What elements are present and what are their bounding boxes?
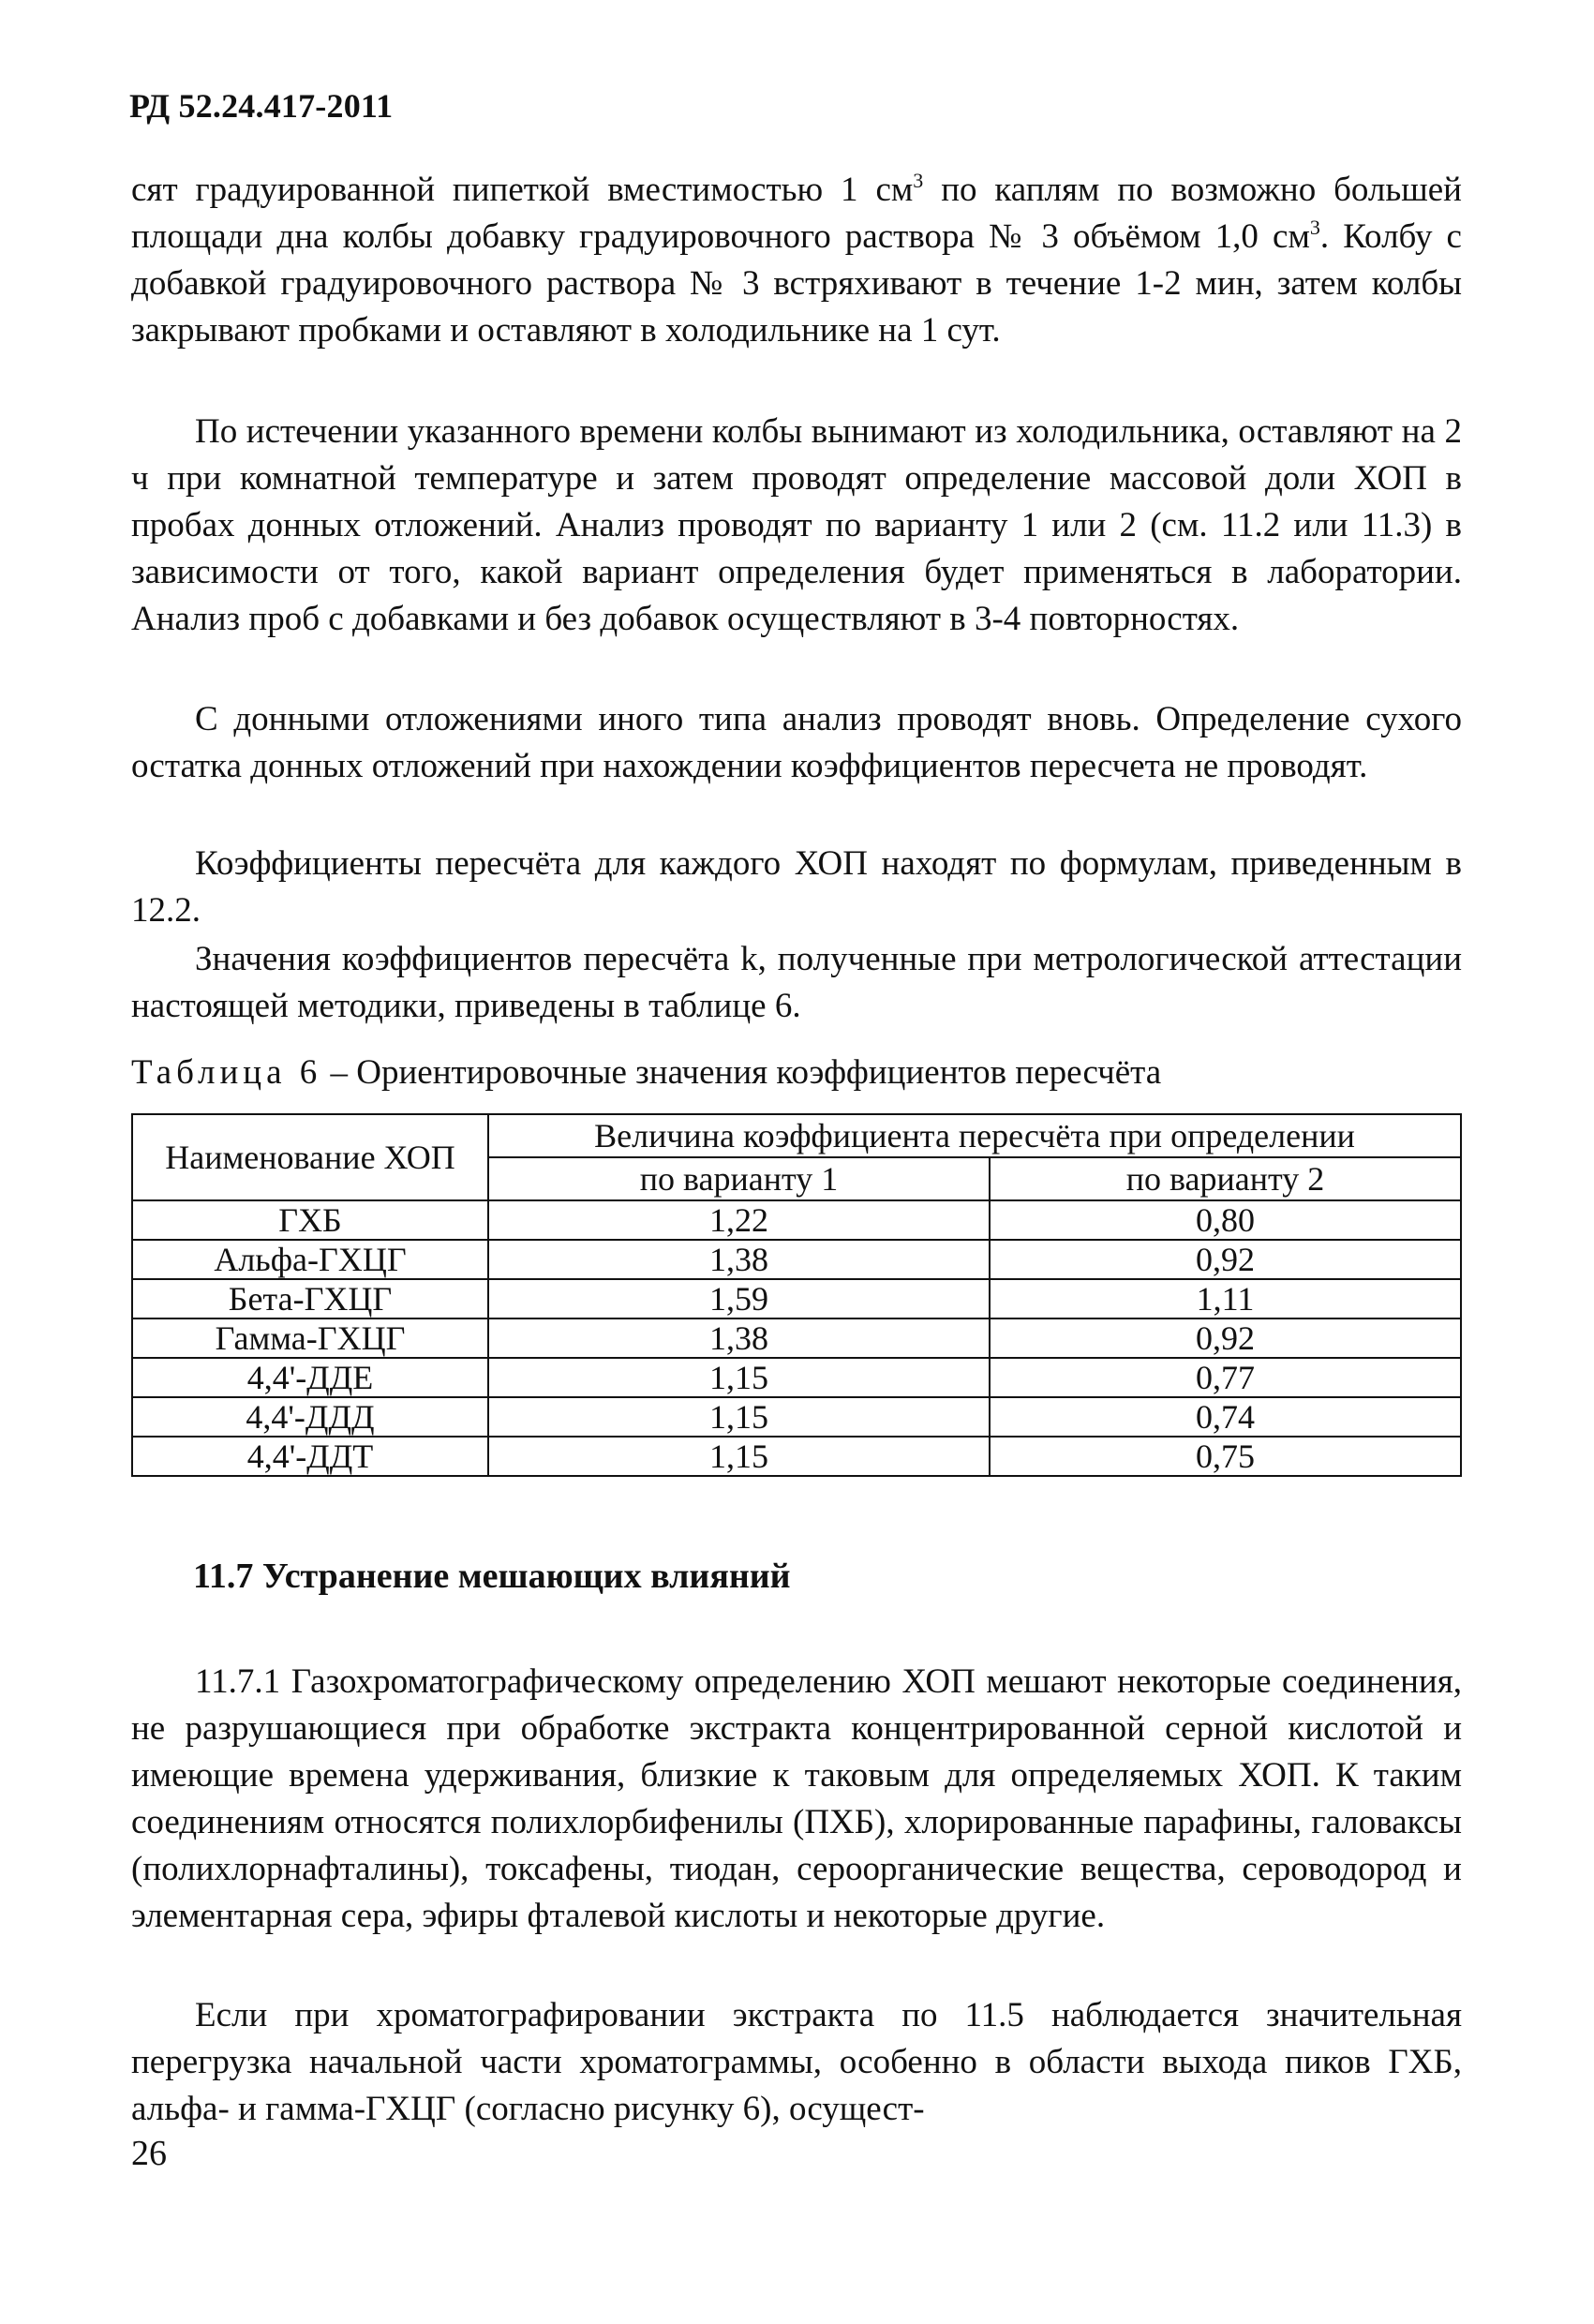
- cell-name: 4,4'-ДДТ: [132, 1437, 488, 1476]
- cell-variant-2: 0,92: [990, 1318, 1461, 1358]
- paragraph-overload: Если при хроматографировании экстракта по 11.5 наблюдается значительная перегрузка начальной части хроматограммы, особенно в области выхода пиков ГХБ, альфа- и гамма-ГХЦГ (согласно рисунку 6), осущест-: [131, 1996, 1462, 2128]
- paragraph-coefficients-formula: Коэффициенты пересчёта для каждого ХОП находят по формулам, приведенным в 12.2.: [131, 844, 1462, 930]
- cell-name: Альфа-ГХЦГ: [132, 1240, 488, 1279]
- table-row: [132, 1318, 1461, 1358]
- cell-name: Бета-ГХЦГ: [132, 1279, 488, 1318]
- paragraph-text: по каплям по возможно большей площади дна колбы добавку градуировочного раствора № 3 объёмом 1,0 см: [131, 171, 1462, 256]
- cell-name: ГХБ: [132, 1200, 488, 1240]
- cell-variant-1: 1,38: [488, 1318, 990, 1358]
- header-variant-1: по варианту 1: [488, 1157, 990, 1200]
- cell-variant-2: 0,74: [990, 1397, 1461, 1437]
- table-row: [132, 1397, 1461, 1437]
- table-caption: [131, 1050, 1161, 1096]
- cell-name: Гамма-ГХЦГ: [132, 1318, 488, 1358]
- header-name: Наименование ХОП: [132, 1114, 488, 1200]
- cell-variant-2: 0,75: [990, 1437, 1461, 1476]
- paragraph-text: сят градуированной пипеткой вместимостью 1 см: [131, 171, 914, 209]
- cell-name: 4,4'-ДДЕ: [132, 1358, 488, 1397]
- table-row: [132, 1437, 1461, 1476]
- cell-variant-1: 1,59: [488, 1279, 990, 1318]
- table-row: [132, 1358, 1461, 1397]
- paragraph-text: . Колбу с добавкой градуировочного раствора № 3 встряхивают в течение 1-2 мин, затем колбы закрывают пробками и оставляют в холодильнике на 1 сут.: [131, 217, 1462, 350]
- table-row: [132, 1200, 1461, 1240]
- cell-variant-1: 1,15: [488, 1437, 990, 1476]
- cell-variant-2: 0,77: [990, 1358, 1461, 1397]
- paragraph-continuation: [131, 167, 1462, 354]
- cell-variant-1: 1,38: [488, 1240, 990, 1279]
- page-number: 26: [131, 2134, 167, 2173]
- header-variant-2: по варианту 2: [990, 1157, 1461, 1200]
- table-row: [132, 1279, 1461, 1318]
- paragraph-other-sediments: С донными отложениями иного типа анализ проводят вновь. Определение сухого остатка донных отложений при нахождении коэффициентов пересчета не проводят.: [131, 700, 1462, 785]
- coefficients-table: [131, 1113, 1462, 1477]
- cell-variant-1: 1,15: [488, 1358, 990, 1397]
- cell-variant-1: 1,15: [488, 1397, 990, 1437]
- superscript: 3: [1309, 216, 1320, 239]
- paragraph-coefficients-values: Значения коэффициентов пересчёта k, полученные при метрологической аттестации настоящей методики, приведены в таблице 6.: [131, 940, 1462, 1025]
- paragraph-analysis: По истечении указанного времени колбы вынимают из холодильника, оставляют на 2 ч при комнатной температуре и затем проводят определение массовой доли ХОП в пробах донных отложений. Анализ проводят по варианту 1 или 2 (см. 11.2 или 11.3) в зависимости от того, какой вариант определения будет применяться в лаборатории. Анализ проб с добавками и без добавок осуществляют в 3-4 повторностях.: [131, 412, 1462, 638]
- table-caption-label: Таблица 6: [131, 1053, 322, 1092]
- table-row: [132, 1240, 1461, 1279]
- document-code: РД 52.24.417-2011: [129, 87, 394, 125]
- section-heading: 11.7 Устранение мешающих влияний: [193, 1557, 791, 1596]
- table-caption-text: – Ориентировочные значения коэффициентов пересчёта: [321, 1053, 1162, 1092]
- header-group: Величина коэффициента пересчёта при определении: [488, 1114, 1461, 1157]
- superscript: 3: [913, 169, 924, 192]
- cell-variant-2: 0,80: [990, 1200, 1461, 1240]
- cell-variant-1: 1,22: [488, 1200, 990, 1240]
- cell-variant-2: 1,11: [990, 1279, 1461, 1318]
- paragraph-interferences: 11.7.1 Газохроматографическому определению ХОП мешают некоторые соединения, не разрушающиеся при обработке экстракта концентрированной серной кислотой и имеющие времена удерживания, близкие к таковым для определяемых ХОП. К таким соединениям относятся полихлорбифенилы (ПХБ), хлорированные парафины, галоваксы (полихлорнафталины), токсафены, тиодан, сероорганические вещества, сероводород и элементарная сера, эфиры фталевой кислоты и некоторые другие.: [131, 1662, 1462, 1935]
- cell-name: 4,4'-ДДД: [132, 1397, 488, 1437]
- cell-variant-2: 0,92: [990, 1240, 1461, 1279]
